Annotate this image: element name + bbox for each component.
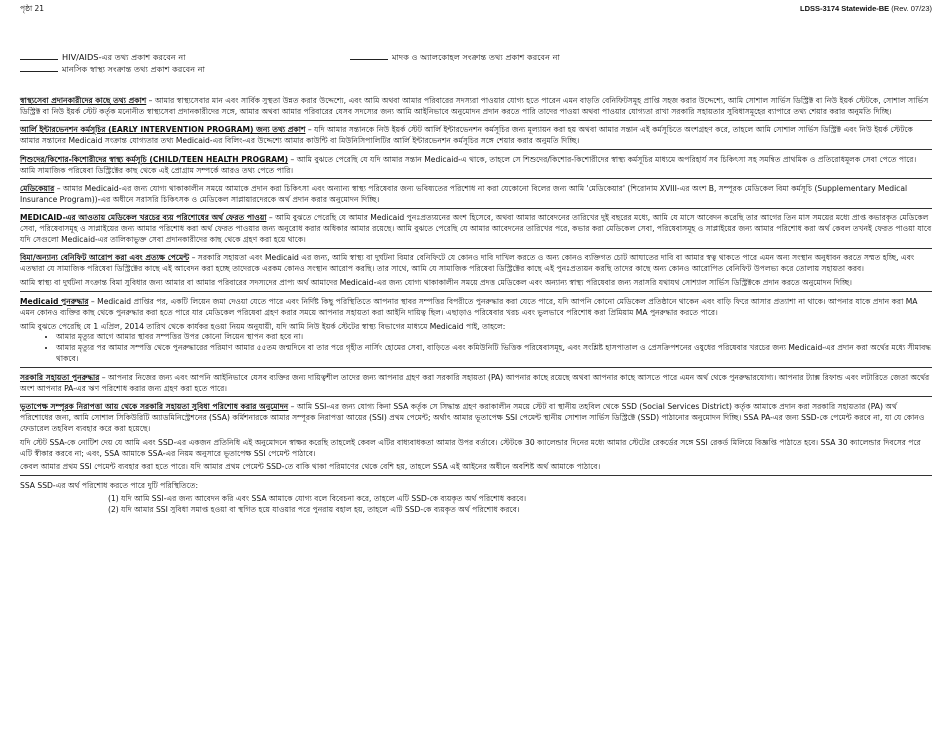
mental-label: মানসিক স্বাস্থ্য সংক্রান্ত তথ্য প্রকাশ করবেন না [62, 64, 205, 74]
section-insurance [20, 253, 932, 292]
section-heading: বিমা/অন্যান্য বেনিফিট আরোপ করা এবং প্রত্যক্ষ পেমেন্ট [20, 253, 190, 263]
section-text: – আমি SSI-এর জন্য যোগ্য কিনা SSA কর্তৃক সে সিদ্ধান্ত গ্রহণ করাকালীন সময়ে স্টেট বা স্থানীয় তহবিল থেকে SSD (Social Services District) কর্তৃক আমাকে প্রদান করা সরকারি সহায়তার (PA) অর্থ পরিশোধের জন্য, আমি সোশাল সিকিউরিটি অ্যাডমিনিস্ট্রেশনের (SSA) কর্মিশনারকে আমার সম্পূরক নিরাপত্তা আয়ের (SSI) প্রথম পেমেন্ট; অর্থাৎ আমার ভূতাপেক্ষ SSI পেমেন্ট স্থানীয় সোশাল সার্ভিস ডিস্ট্রিক্টে (SSD) পাঠানোর অনুমোদন দিচ্ছি। SSA PA-এর জন্য SSD-কে পেমেন্ট করবে না, যা যে কোনও ফেডারেল তহবিল ব্যবহার করে করা হয়েছে। [20, 401, 925, 433]
section-child-teen [20, 155, 932, 180]
section-text-2: আমি স্বাস্থ্য বা দুর্ঘটনা সংক্রান্ত বিমা সুবিধার জন্য আমার বা আমার পরিবারের সদস্যদের প্রাপ্য অর্থ আমাদের Medicaid-এর জন্য যোগ্য থাকাকালীন সময়ে প্রদত্ত মেডিকেল এবং অন্যান্য স্বাস্থ্য পরিষেবার জন্য সরাসরি যথাযথ সোশ্যাল সার্ভিস ডিস্ট্রিক্টকে প্রদান করতে অনুমোদন দিচ্ছি। [20, 278, 852, 288]
form-code [800, 4, 932, 13]
section-heading: Medicaid পুনরুদ্ধার [20, 296, 89, 306]
section-heading: শিশুদের/কিশোর-কিশোরীদের স্বাস্থ্য কর্মসূচি (CHILD/TEEN HEALTH PROGRAM) [20, 154, 289, 164]
section-heading: MEDICAID-এর আওতায় মেডিকেল খরচের ব্যয় পরিশোধের অর্থ ফেরত পাওয়া [20, 213, 267, 223]
section-text: – আমার স্বাস্থ্যসেবার মান এবং সার্বিক সুস্থতা উন্নত করার উদ্দেশ্যে, এবং আমি অথবা আমার পরিবারের সদস্যরা পাওয়ার যোগ্য হতে পারেন এমন বাড়তি বেনিফিটসমূহ প্রাপ্তি সহজ করার উদ্দেশ্যে, আমি সোশাল সার্ভিস ডিস্ট্রিক্ট বা নিউ ইয়র্ক স্টেটকে, সোশাল সার্ভিস ডিস্ট্রিক্ট বা নিউ ইয়র্ক স্টেট কর্তৃক মনোনীত স্বাস্থ্যসেবা প্রদানকারীদের সঙ্গে, আমার অথবা আমার পরিবারের যেসব সদস্যের জন্য আমি আইনিভাবে অনুমোদন প্রদান করতে পারি তাদের পাওয়া অথবা পাওয়ার যোগ্যতা রাখা সরকারি সহায়তার সুবিধাসমূহের ব্যাপারে তথ্য শেয়ার করার অনুমতি দিচ্ছি। [20, 96, 929, 116]
form-id: LDSS-3174 Statewide-BE [799, 4, 890, 13]
section-text-2: যদি স্টেট SSA-কে নোটিশ দেয় যে আমি এবং SSD-এর একজন প্রতিনিধি এই অনুমোদনে স্বাক্ষর করেছি তাহলেই কেবল এটির বাধ্যবাধকতা আমার উপর বর্তাবে। স্টেটকে 30 ক্যালেন্ডার দিনের মধ্যে আমার স্টেটের রেকর্ডের সঙ্গে SSI রেকর্ড মিলিয়ে বিজ্ঞপ্তি পাঠাতে হবে। SSA 30 ক্যালেন্ডার দিবসের পরে এটি স্বীকার করবে না; এবং, SSA আমাকে SSA-এর নিয়ম অনুসারে ভূতাপেক্ষ SSI পেমেন্ট পাঠাবে। [20, 437, 921, 458]
section-early-intervention [20, 125, 932, 150]
section-text: – যদি আমার সন্তানকে নিউ ইয়র্ক স্টেট আর্লি ইন্টারভেনশন কর্মসূচির জন্য মূল্যায়ন করা হয় অথবা আমার সন্তান এই কর্মসূচিতে অংশগ্রহণ করে, তাহলে আমি সোশাল সার্ভিস ডিস্ট্রিক্ট এবং নিউ ইয়র্ক স্টেটকে আমার সন্তানের Medicaid সংক্রান্ত যোগ্যতার তথ্য Medicaid-এর বিলিং-এর উদ্দেশ্যে আমার কাউন্টি বা মিউনিসিপালিটির আর্লি ইন্টারভেনশন কর্মসূচির সঙ্গে শেয়ার করার অনুমতি দিচ্ছি। [20, 125, 913, 146]
hiv-checkbox[interactable] [20, 52, 186, 62]
section-reimbursement [20, 213, 932, 249]
section-text: SSA SSD-এর অর্থ পরিশোধ করতে পারে দুটি পরিস্থিতিতে: [20, 480, 199, 490]
page-number: পৃষ্ঠা 21 [20, 4, 45, 13]
recovery-bullets [44, 332, 932, 365]
disclosure-checkboxes [20, 50, 560, 74]
mental-blank[interactable] [20, 62, 58, 72]
section-text: – Medicaid প্রাপ্তির পর, একটি লিয়েন জমা দেওয়া যেতে পারে এবং নির্দিষ্ট কিছু পরিস্থিতিতে আপনার স্থাবর সম্পত্তির বিপরীতে পুনরুদ্ধার করা যেতে পারে, যদি আপনি কোনো মেডিকেল প্রতিষ্ঠানে থাকেন এবং বাড়ি ফিরে আসার প্রত্যাশা না থাকে। আপনার যাকে প্রদান করা MA এমন কোনও ব্যক্তির কাছ থেকে পুনরুদ্ধার করা হতে পারে যার মেডিকেল পরিষেবা গ্রহণ করার সময়ে আপনার সহায়তা করা আইনি দায়িত্ব ছিল। এছাড়াও পরিষেবার খরচ এবং ভুলভাবে পরিশোধ করা প্রিমিয়াম MA পুনরুদ্ধার করতে পারে। [20, 296, 918, 317]
drug-label: মাদক ও অ্যালকোহল সংক্রান্ত তথ্য প্রকাশ করবেন না [392, 52, 560, 62]
hiv-blank[interactable] [20, 50, 58, 60]
section-heading: আর্লি ইন্টারভেনশন কর্মসূচির (EARLY INTERVENTION PROGRAM) জন্য তথ্য প্রকাশ [20, 125, 306, 135]
section-heading: স্বাস্থ্যসেবা প্রদানকারীদের কাছে তথ্য প্রকাশ [20, 96, 147, 105]
section-text: – সরকারি সহায়তা এবং Medicaid এর জন্য, আমি স্বাস্থ্য বা দুর্ঘটনা বিমার বেনিফিটে যে কোনও দাবি দাখিল করতে ও অন্য কোনও ব্যক্তিগত চোট আঘাতের দাবি বা আমার স্বত্ব থাকতে পারে এমন অন্য সংস্থান অনুধাবন করতে সম্মত হচ্ছি, এবং এতদ্বারা যে সামাজিক পরিষেবা ডিস্ট্রিক্টের কাছে এই আবেদন করা হচ্ছে তাদেরকে এরকম কোনও সংস্থান আরোপ করছি। তার সাথে, আমি যে সামাজিক পরিষেবা ডিস্ট্রিক্টের কাছে এই পুনঃপ্রত্যয়ন করছি তাদের কাছে অন্য কোনও আরোপিত বেনিফিট উপলভ্য করে তোলায় সহায়তা করব। [20, 253, 915, 274]
section-heading: সরকারি সহায়তা পুনরুদ্ধার [20, 372, 100, 382]
section-heading: ভূতাপেক্ষ সম্পূরক নিরাপত্তা আয় থেকে সরকারি সহায়তা সুবিধা পরিশোধ করার অনুমোদন [20, 401, 289, 411]
section-text: – আপনার নিজের জন্য এবং আপনি আইনিভাবে যেসব ব্যক্তির জন্য দায়িত্বশীল তাদের জন্য আপনার গ্রহণ করা সরকারি সহায়তা (PA) আপনার কাছে রয়েছে অথবা আপনার কাছে আসতে পারে এমন অর্থ থেকে পুনরুদ্ধারযোগ্য। আপনার ট্যাক্স রিফান্ড এবং লটারিতে জেতা অর্থের অংশ আপনার PA-এর ঋণ পরিশোধ করার জন্য গ্রহণ করা হতে পারে। [20, 372, 930, 393]
refund-options [108, 494, 932, 516]
list-item: (2) যদি আমার SSI সুবিধা সমাপ্ত হওয়া বা স্থগিত হয়ে যাওয়ার পরে পুনরায় বহাল হয়, তাহলে এটি SSD-কে ব্যয়কৃত অর্থ পরিশোধ করবে। [108, 504, 520, 514]
section-ssa-refund [20, 481, 932, 518]
section-heading: মেডিকেয়ার [20, 183, 55, 193]
drug-blank[interactable] [350, 50, 388, 60]
list-item: • আমার মৃত্যুর আগে আমার স্থাবর সম্পত্তির উপর কোনো লিয়েন স্থাপন করা হবে না। [56, 332, 932, 343]
section-medicaid-recovery [20, 297, 932, 368]
section-medicare [20, 184, 932, 209]
section-provider-info [20, 96, 932, 121]
list-item: (1) যদি আমি SSI-এর জন্য আবেদন করি এবং SSA আমাকে যোগ্য বলে বিবেচনা করে, তাহলে এটি SSD-কে ব্যয়কৃত অর্থ পরিশোধ করবে। [108, 493, 527, 503]
section-text-2: আমি বুঝতে পেরেছি যে 1 এপ্রিল, 2014 তারিখ থেকে কার্যকর হওয়া নিয়ম অনুযায়ী, যদি আমি নিউ ইয়র্ক স্টেটের স্বাস্থ্য বিভাগের মাধ্যমে Medicaid পাই, তাহলে: [20, 321, 506, 331]
mental-checkbox[interactable] [20, 64, 205, 74]
drug-checkbox[interactable] [350, 50, 560, 63]
section-text: – আমার Medicaid-এর জন্য যোগ্য থাকাকালীন সময়ে আমাকে প্রদান করা চিকিৎসা এবং অন্যান্য স্বাস্থ্য পরিষেবার জন্য ভবিষ্যতের পরিশোধ না করা যেকোনো বিলের জন্য আমি 'মেডিকেয়ার' (শিরোনাম XVIII-এর অংশ B, সম্পূরক মেডিকেল বিমা কর্মসূচি (Supplementary Medical Insurance Program))-এর অধীনে সরাসরি চিকিৎসক ও মেডিকেল সাপ্লায়ারদেরকে অর্থ প্রদান করার অনুমোদন দিচ্ছি। [20, 183, 908, 204]
section-ssi [20, 402, 932, 476]
form-revision: (Rev. 07/23) [891, 4, 932, 13]
list-item: • আমার মৃত্যুর পর আমার সম্পত্তি থেকে পুনরুদ্ধারের পরিমাণ আমার ৫৫তম জন্মদিনে বা তার পরে গৃহীত নার্সিং হোমের সেবা, বাড়িতে এবং কমিউনিটি ভিত্তিক পরিষেবাসমূহ, এবং সংশ্লিষ্ট হাসপাতাল ও প্রেসক্রিপশনের ওষুধের পরিষেবার খরচের জন্য Medicaid-এর প্রদান করা অর্থের মধ্যে সীমাবদ্ধ থাকবে। [56, 343, 932, 365]
section-text-3: কেবল আমার প্রথম SSI পেমেন্ট ব্যবহার করা হতে পারে। যদি আমার প্রথম পেমেন্ট SSD-তে বাকি থাকা পরিমাণের থেকে বেশি হয়, তাহলে SSA এই আইনের অধীনে অবশিষ্ট অর্থ আমাকে পাঠাবে। [20, 462, 601, 472]
page-header [20, 4, 932, 16]
hiv-label: HIV/AIDS-এর তথ্য প্রকাশ করবেন না [62, 52, 186, 62]
section-text: – আমি বুঝতে পেরেছি যে আমার Medicaid পুনঃপ্রত্যয়নের অংশ হিসেবে, অথবা আমার আবেদনের তারিখের দুই বছরের মধ্যে, আমি যে মাসে আবেদন করেছি তার আগের তিন মাস সময়ের মধ্যে প্রাপ্ত কভারকৃত মেডিকেল সেবা, পরিষেবাসমূহ ও সাপ্লাইয়ের জন্য আমার পরিশোধ করা অর্থ ফেরত পাওয়ার জন্য অনুরোধ করার অধিকার আমার রয়েছে। আমি বুঝতে পেরেছি যে আমার আবেদনের তারিখের পরে, কভার করা মেডিকেল সেবা, পরিষেবাসমূহ ও সাপ্লাইয়ের জন্য আমার পরিশোধ করা অর্থ কেবল তখনই ফেরত পাওয়া যাবে যদি সেগুলো Medicaid-এর তালিকাভুক্ত সেবা প্রদানকারীদের কাছ থেকে গ্রহণ করা হয়ে থাকে। [20, 213, 932, 245]
section-text: – আমি বুঝতে পেরেছি যে যদি আমার সন্তান Medicaid-এ থাকে, তাহলে সে শিশুদের/কিশোর-কিশোরীদের স্বাস্থ্য কর্মসূচির মাধ্যমে অপরিহার্য সব চিকিৎসা সহ সমন্বিত প্রাথমিক ও প্রতিরোধমূলক সেবা পেতে পারে। আমি সামাজিক পরিষেবা ডিস্ট্রিক্টের কাছ থেকে এই প্রোগ্রাম সম্পর্কে আরও তথ্য পেতে পারি। [20, 154, 917, 175]
document-body [20, 96, 932, 522]
section-pa-recovery [20, 373, 932, 398]
